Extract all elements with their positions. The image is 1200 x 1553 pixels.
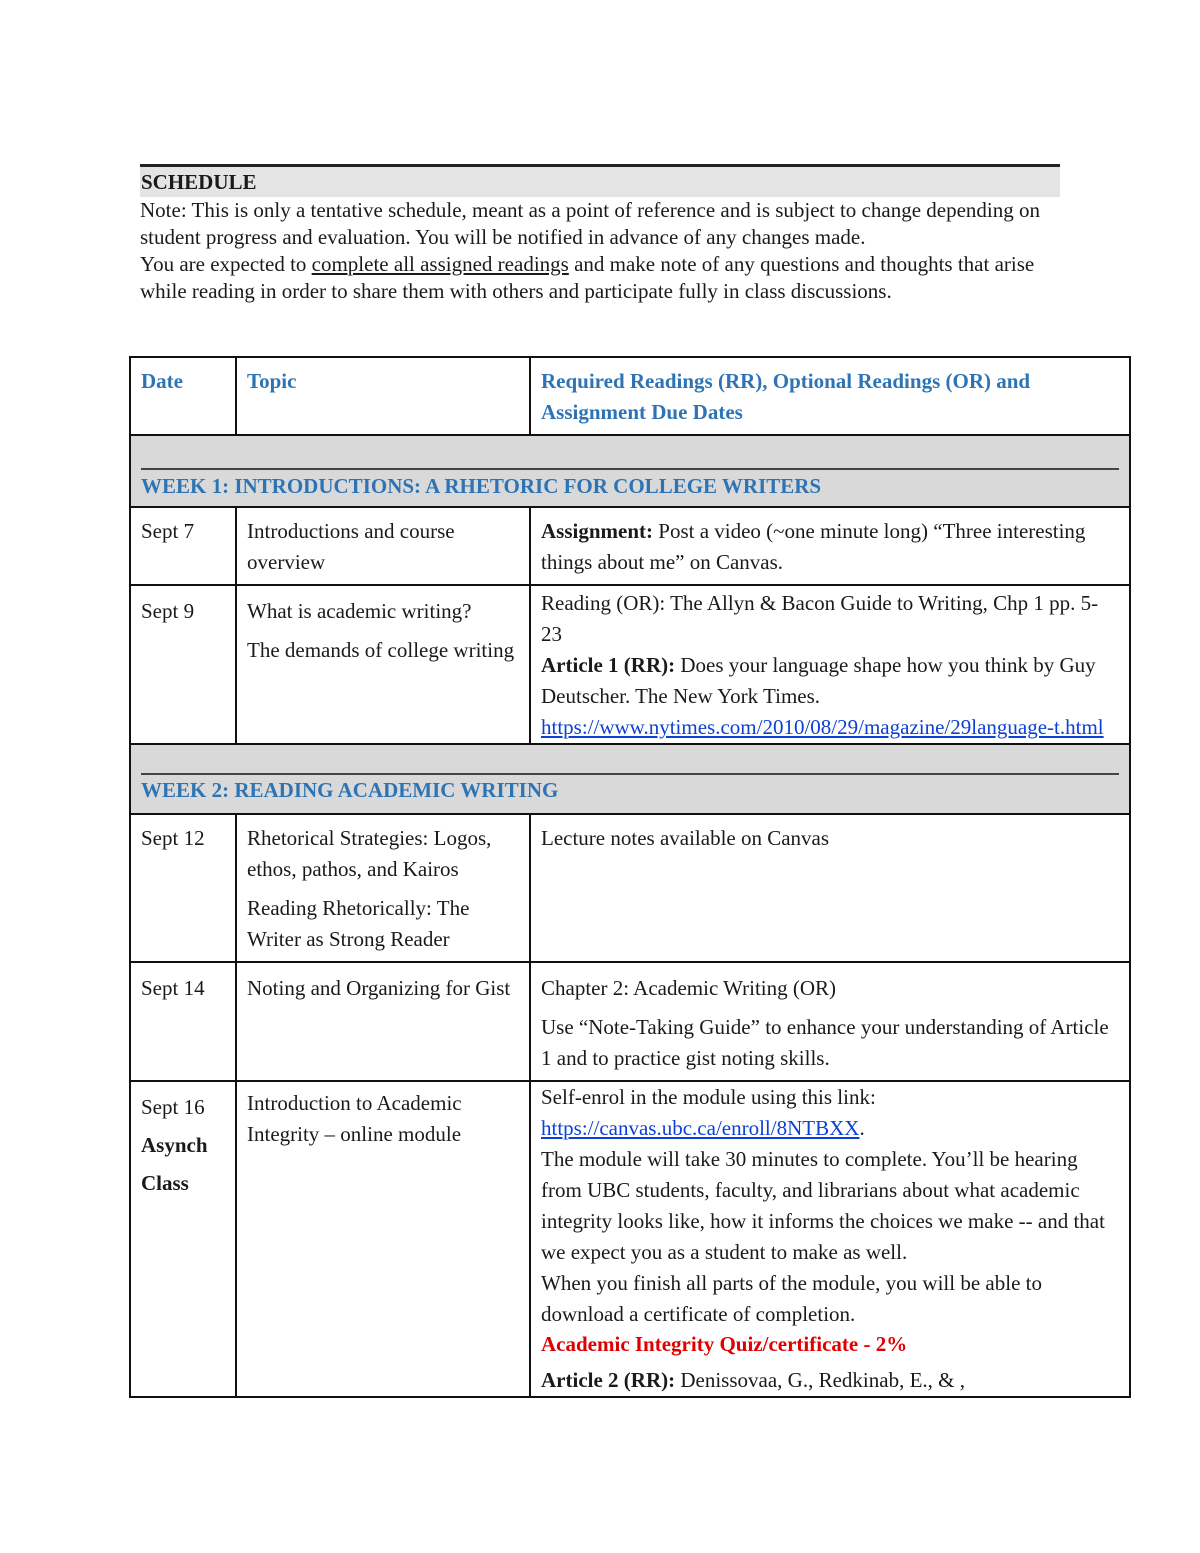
topic-line: What is academic writing? <box>247 599 472 623</box>
article-1-label: Article 1 (RR): <box>541 653 676 677</box>
schedule-heading: SCHEDULE <box>140 167 1060 197</box>
row-date: Sept 14 <box>130 962 236 1081</box>
reading-guide: Use “Note-Taking Guide” to enhance your understanding of Article 1 and to practice gist noting skills. <box>541 1015 1109 1070</box>
class-label: Class <box>141 1171 189 1195</box>
expectation-underlined: complete all assigned readings <box>311 252 569 276</box>
expectation-text-rest: and make note of any questions and thoughts that arise while reading in order to share them with others and participate fully in class discussions. <box>140 252 1035 303</box>
week-2-title: WEEK 2: READING ACADEMIC WRITING <box>141 773 1119 804</box>
date-value: Sept 16 <box>141 1095 205 1119</box>
table-row <box>130 814 1130 962</box>
schedule-table <box>129 356 1131 1398</box>
expectation-text: You are expected to <box>140 252 312 276</box>
topic-line: The demands of college writing <box>247 638 515 662</box>
row-date: Sept 12 <box>130 814 236 962</box>
article-1 <box>541 650 1119 712</box>
article-2-label: Article 2 (RR): <box>541 1368 676 1392</box>
nytimes-link[interactable]: https://www.nytimes.com/2010/08/29/magazine/29language-t.html <box>541 715 1104 739</box>
table-header-row <box>130 357 1130 435</box>
enrol-suffix: . <box>859 1116 865 1140</box>
assignment-label: Assignment: <box>541 519 654 543</box>
topic-line: Reading Rhetorically: The Writer as Strong Reader <box>247 896 470 951</box>
row-readings <box>530 585 1130 744</box>
row-readings <box>530 1081 1130 1397</box>
quiz-label: Academic Integrity Quiz/certificate - 2% <box>541 1332 908 1356</box>
async-label: Asynch <box>141 1133 208 1157</box>
canvas-enrol-link[interactable]: https://canvas.ubc.ca/enroll/8NTBXX <box>541 1116 860 1140</box>
row-topic: Introductions and course overview <box>236 507 530 585</box>
header-topic: Topic <box>236 357 530 435</box>
table-row <box>130 585 1130 744</box>
enrol-text <box>541 1082 1119 1144</box>
week-2-row <box>130 744 1130 814</box>
table-row <box>130 1081 1130 1397</box>
row-topic: Introduction to Academic Integrity – online module <box>236 1081 530 1397</box>
row-topic <box>236 814 530 962</box>
row-date: Sept 9 <box>130 585 236 744</box>
week-1-title: WEEK 1: INTRODUCTIONS: A RHETORIC FOR COLLEGE WRITERS <box>141 468 1119 500</box>
row-topic: Noting and Organizing for Gist <box>236 962 530 1081</box>
article-2-text: Denissovaa, G., Redkinab, E., & , <box>675 1368 965 1392</box>
reading-optional: Reading (OR): The Allyn & Bacon Guide to Writing, Chp 1 pp. 5-23 <box>541 591 1099 646</box>
row-date <box>130 1081 236 1397</box>
table-row <box>130 962 1130 1081</box>
enrol-prefix: Self-enrol in the module using this link: <box>541 1085 876 1109</box>
module-description: The module will take 30 minutes to complete. You’ll be hearing from UBC students, faculty, and librarians about what academic integrity looks like, how it informs the choices we make -- and that we expect you as a student to make as well. <box>541 1147 1105 1264</box>
row-readings: Lecture notes available on Canvas <box>530 814 1130 962</box>
row-readings <box>530 507 1130 585</box>
expectation-note <box>140 251 1060 305</box>
header-date: Date <box>130 357 236 435</box>
schedule-intro <box>140 164 1060 305</box>
row-date: Sept 7 <box>130 507 236 585</box>
row-readings <box>530 962 1130 1081</box>
table-row <box>130 507 1130 585</box>
module-finish: When you finish all parts of the module, you will be able to download a certificate of completion. <box>541 1271 1042 1326</box>
article-2 <box>541 1365 1119 1396</box>
assignment-text: Post a video (~one minute long) “Three interesting things about me” on Canvas. <box>541 519 1086 574</box>
week-1-row <box>130 435 1130 507</box>
reading-chapter: Chapter 2: Academic Writing (OR) <box>541 976 837 1000</box>
row-topic <box>236 585 530 744</box>
tentative-note: Note: This is only a tentative schedule, meant as a point of reference and is subject to change depending on student progress and evaluation. You will be notified in advance of any changes made. <box>140 198 1040 249</box>
article-1-text: Does your language shape how you think by Guy Deutscher. The New York Times. <box>541 653 1096 708</box>
header-readings: Required Readings (RR), Optional Readings (OR) and Assignment Due Dates <box>530 357 1130 435</box>
topic-line: Rhetorical Strategies: Logos, ethos, pathos, and Kairos <box>247 826 492 881</box>
